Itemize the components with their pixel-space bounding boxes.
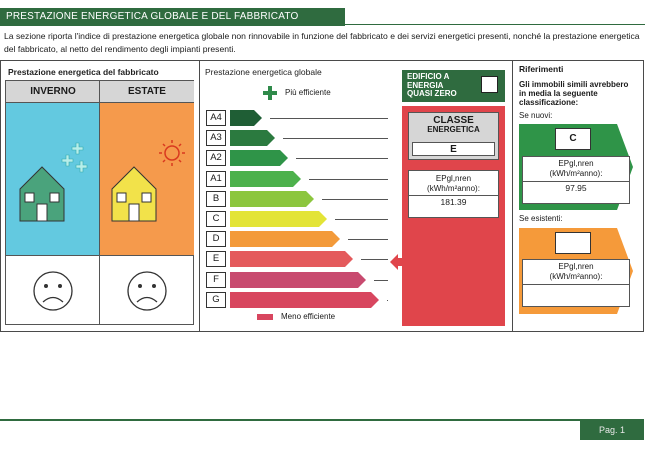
global-performance-title: Prestazione energetica globale bbox=[205, 67, 322, 77]
new-ep-divider bbox=[523, 181, 629, 182]
footer-rule bbox=[0, 419, 644, 421]
column-divider bbox=[512, 60, 513, 332]
zeb-checkbox[interactable] bbox=[481, 76, 498, 93]
minus-icon bbox=[257, 314, 273, 320]
new-reference-ep-box bbox=[522, 156, 630, 204]
energy-class-rule bbox=[309, 179, 388, 180]
references-title: Riferimenti bbox=[519, 64, 564, 74]
summer-panel bbox=[100, 103, 194, 255]
page-number: Pag. 1 bbox=[580, 421, 644, 440]
plus-icon bbox=[262, 85, 278, 101]
energy-class-rule bbox=[374, 280, 388, 281]
energy-class-arrow bbox=[230, 171, 301, 187]
building-performance-title: Prestazione energetica del fabbricato bbox=[8, 67, 159, 77]
energy-class-rule bbox=[270, 118, 388, 119]
references-text: Gli immobili simili avrebbero in media la seguente classificazione: bbox=[519, 80, 629, 107]
section-title: PRESTAZIONE ENERGETICA GLOBALE E DEL FABBRICATO bbox=[6, 11, 299, 22]
ep-value: 181.39 bbox=[440, 197, 467, 207]
new-label: Se nuovi: bbox=[519, 111, 553, 120]
quality-divider bbox=[6, 255, 194, 256]
energy-class-rule bbox=[335, 219, 388, 220]
column-divider bbox=[199, 60, 200, 332]
energy-class-label: A4 bbox=[206, 110, 226, 126]
energy-class-arrow bbox=[230, 130, 275, 146]
existing-ep-divider bbox=[523, 284, 629, 285]
intro-text: La sezione riporta l'indice di prestazione energetica globale non rinnovabile in funzione del fabbricato e dei servizi energetici presenti, nonché la prestazione energetica del fabbricato, al netto del rendimento degli impianti presenti. bbox=[4, 31, 640, 54]
existing-reference-class bbox=[555, 232, 591, 254]
energy-class-label: A2 bbox=[206, 150, 226, 166]
ep-label-1: EPgl,nren bbox=[435, 174, 472, 183]
energy-class-arrow bbox=[230, 272, 366, 288]
new-ep-label-1: EPgl,nren bbox=[558, 159, 594, 168]
existing-label: Se esistenti: bbox=[519, 214, 563, 223]
more-efficient-label: Più efficiente bbox=[285, 88, 331, 97]
season-divider bbox=[99, 81, 100, 324]
energy-class-rule bbox=[361, 259, 388, 260]
energy-class-rule bbox=[387, 300, 388, 301]
energy-class-rule bbox=[283, 138, 388, 139]
summer-label: ESTATE bbox=[100, 81, 194, 103]
winter-house-icon bbox=[6, 103, 100, 255]
energy-class-arrow bbox=[230, 251, 353, 267]
ep-divider bbox=[409, 195, 498, 196]
energy-class-label: A1 bbox=[206, 171, 226, 187]
new-reference-class: C bbox=[555, 128, 591, 150]
energy-class-label: C bbox=[206, 211, 226, 227]
zeb-label-1: EDIFICIO A bbox=[407, 72, 450, 81]
existing-ep-label-1: EPgl,nren bbox=[558, 262, 594, 271]
energy-class-rule bbox=[322, 199, 388, 200]
section-title-bar bbox=[0, 8, 345, 26]
summer-house-icon bbox=[100, 103, 194, 255]
zeb-label-2: ENERGIA bbox=[407, 80, 444, 90]
header-rule bbox=[345, 24, 645, 25]
energy-class-arrow bbox=[230, 292, 379, 308]
energy-class-arrow bbox=[230, 110, 262, 126]
building-performance-panel bbox=[5, 80, 194, 325]
energy-class-arrow bbox=[230, 191, 314, 207]
energy-class-label: G bbox=[206, 292, 226, 308]
energy-class-label: B bbox=[206, 191, 226, 207]
less-efficient-label: Meno efficiente bbox=[281, 312, 336, 321]
new-ep-label-2: (kWh/m²anno): bbox=[549, 168, 603, 178]
energy-class-title-2: ENERGETICA bbox=[427, 125, 480, 134]
energy-class-label: D bbox=[206, 231, 226, 247]
winter-label: INVERNO bbox=[6, 81, 100, 103]
energy-class-title-1: CLASSE bbox=[433, 115, 474, 126]
existing-reference-ep-box bbox=[522, 259, 630, 307]
energy-class-label: F bbox=[206, 272, 226, 288]
energy-class-value: E bbox=[412, 142, 495, 156]
energy-class-arrow bbox=[230, 231, 340, 247]
energy-class-rule bbox=[348, 239, 388, 240]
class-pointer-icon bbox=[390, 252, 404, 272]
energy-class-label: A3 bbox=[206, 130, 226, 146]
new-ep-value: 97.95 bbox=[565, 183, 587, 193]
summer-sad-face-icon bbox=[125, 269, 169, 313]
winter-panel bbox=[6, 103, 100, 255]
energy-class-label: E bbox=[206, 251, 226, 267]
existing-ep-label-2: (kWh/m²anno): bbox=[549, 271, 603, 281]
winter-sad-face-icon bbox=[31, 269, 75, 313]
ep-label-2: (kWh/m²anno): bbox=[427, 183, 480, 193]
zeb-label-3: QUASI ZERO bbox=[407, 89, 457, 98]
energy-class-arrow bbox=[230, 211, 327, 227]
energy-class-rule bbox=[296, 158, 388, 159]
energy-class-arrow bbox=[230, 150, 288, 166]
ep-box bbox=[408, 170, 499, 218]
